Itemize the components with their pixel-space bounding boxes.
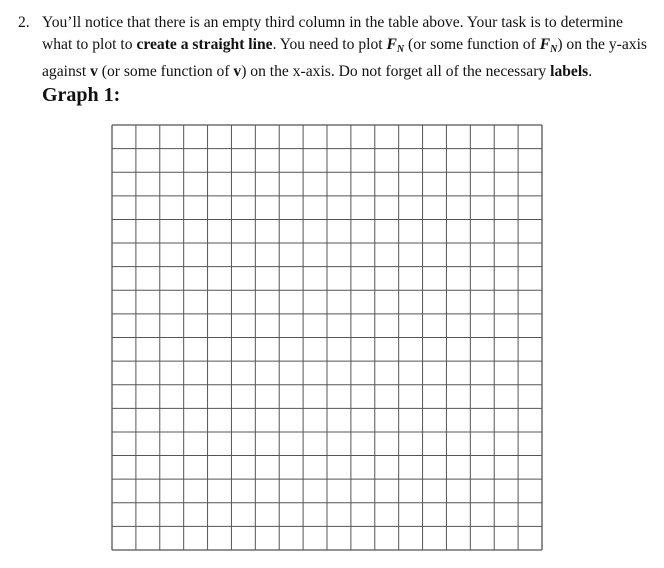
straight-line-emphasis: create a straight line (136, 36, 273, 53)
question-number: 2. (18, 14, 30, 31)
fn-subscript: N (396, 44, 405, 55)
line3-period: . (588, 63, 593, 80)
line3-text-a: against (42, 63, 91, 80)
labels-emphasis: labels (550, 63, 589, 80)
fn-subscript-2: N (550, 44, 558, 55)
v-symbol: v (90, 63, 98, 80)
graph-title: Graph 1: (42, 84, 121, 106)
fn-symbol-2: F (539, 36, 551, 53)
line2-text-f: (or some function of (404, 36, 540, 53)
fn-symbol: F (386, 36, 397, 53)
line3-text-c: (or some function of (97, 63, 234, 80)
line2-text-i: ) on the y-axis (557, 36, 647, 53)
line1-text: You’ll notice that there is an empty third column in the table above. Your task is to determine (42, 14, 623, 31)
v-symbol-2: v (233, 63, 242, 80)
line2-text-a: what to plot to (42, 36, 137, 53)
line2-text-c: . You need to plot (272, 36, 387, 53)
line3-text-e: ) on the x-axis. Do not forget all of the necessary (241, 63, 551, 80)
